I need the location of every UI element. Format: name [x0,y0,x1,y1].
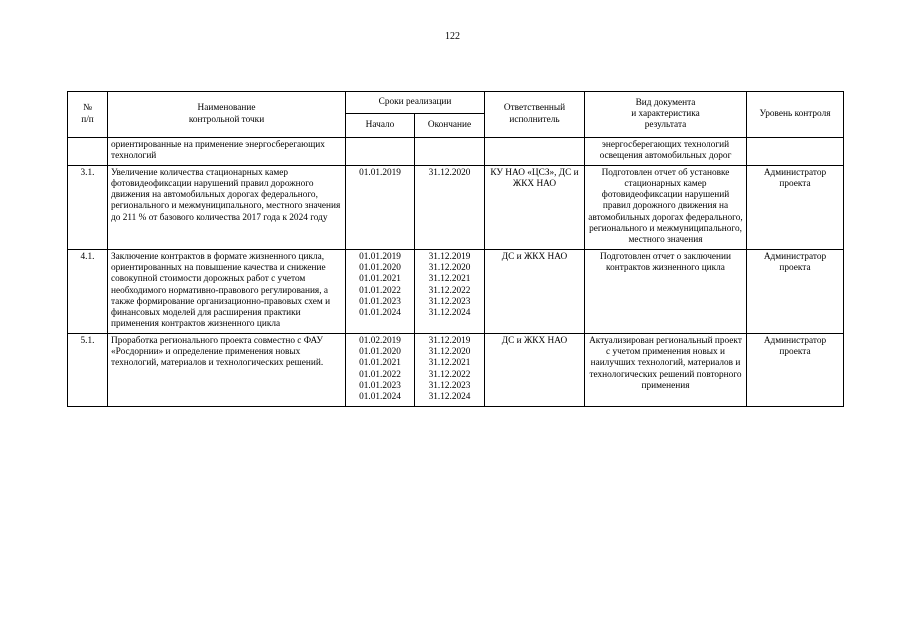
row-responsible: ДС и ЖКХ НАО [485,333,585,406]
header-start: Начало [346,114,415,138]
header-period: Сроки реализации [346,92,485,114]
end-date: 31.12.2021 [428,274,471,285]
row-control: Администратор проекта [747,333,844,406]
start-date: 01.01.2024 [359,392,401,403]
end-date: 31.12.2020 [428,262,471,273]
header-num: № п/п [68,92,108,138]
end-date: 31.12.2022 [428,285,471,296]
row-responsible: ДС и ЖКХ НАО [485,249,585,333]
row-doc: Подготовлен отчет об установке стационарных камер фотовидеофиксации нарушений правил дорожного движения на автомобильных дорогах федерального, регионального и межмуниципального, местного значения [585,165,747,249]
row-doc: энергосберегающих технологий освещения автомобильных дорог [585,138,747,166]
end-date: 31.12.2023 [428,380,471,391]
table-row [68,138,844,166]
start-date: 01.01.2022 [359,369,401,380]
row-name: Заключение контрактов в формате жизненного цикла, ориентированных на повышение качества и снижение совокупной стоимости дорожных работ с учетом необходимого нормативно-правового регулирования, а также формирование организационно-правовых схем и финансовых моделей для расширения практики применения контрактов жизненного цикла [108,249,346,333]
row-responsible: КУ НАО «ЦСЗ», ДС и ЖКХ НАО [485,165,585,249]
start-date: 01.02.2019 [359,335,401,346]
start-date: 01.01.2022 [359,285,401,296]
end-date: 31.12.2019 [428,335,471,346]
end-date: 31.12.2020 [428,347,471,358]
row-num: 3.1. [68,165,108,249]
row-end [415,333,485,406]
table-body [68,138,844,407]
row-control [747,138,844,166]
row-start [346,165,415,249]
row-end [415,165,485,249]
row-start [346,249,415,333]
end-date: 31.12.2024 [428,392,471,403]
start-date: 01.01.2019 [359,167,401,178]
page-number: 122 [445,31,460,42]
row-control: Администратор проекта [747,249,844,333]
row-name: ориентированные на применение энергосберегающих технологий [108,138,346,166]
end-date: 31.12.2023 [428,296,471,307]
end-date: 31.12.2022 [428,369,471,380]
row-name: Проработка регионального проекта совместно с ФАУ «Росдорнии» и определение применения новых технологий, материалов и технологических решений. [108,333,346,406]
header-row-1 [68,92,844,114]
row-start [346,333,415,406]
end-date: 31.12.2019 [428,251,471,262]
row-responsible [485,138,585,166]
start-date: 01.01.2021 [359,274,401,285]
header-name: Наименование контрольной точки [108,92,346,138]
table-row [68,249,844,333]
end-date: 31.12.2021 [428,358,471,369]
header-doc: Вид документа и характеристика результата [585,92,747,138]
table-row [68,333,844,406]
row-end [415,249,485,333]
start-date: 01.01.2020 [359,262,401,273]
start-date: 01.01.2024 [359,308,401,319]
start-date: 01.01.2021 [359,358,401,369]
row-name: Увеличение количества стационарных камер фотовидеофиксации нарушений правил дорожного движения на автомобильных дорогах федерального, регионального и межмуниципального, местного значения до 211 % от базового количества 2017 года к 2024 году [108,165,346,249]
header-end: Окончание [415,114,485,138]
start-date: 01.01.2019 [359,251,401,262]
row-num: 4.1. [68,249,108,333]
start-date: 01.01.2020 [359,347,401,358]
row-doc: Подготовлен отчет о заключении контрактов жизненного цикла [585,249,747,333]
row-num: 5.1. [68,333,108,406]
table-row [68,165,844,249]
end-date: 31.12.2024 [428,308,471,319]
end-date: 31.12.2020 [428,167,471,178]
header-responsible: Ответственный исполнитель [485,92,585,138]
row-end [415,138,485,166]
row-control: Администратор проекта [747,165,844,249]
start-date: 01.01.2023 [359,296,401,307]
row-doc: Актуализирован региональный проект с учетом применения новых и наилучших технологий, материалов и технологических решений повторного применения [585,333,747,406]
header-control: Уровень контроля [747,92,844,138]
row-start [346,138,415,166]
row-num [68,138,108,166]
start-date: 01.01.2023 [359,380,401,391]
control-points-table [67,91,844,407]
